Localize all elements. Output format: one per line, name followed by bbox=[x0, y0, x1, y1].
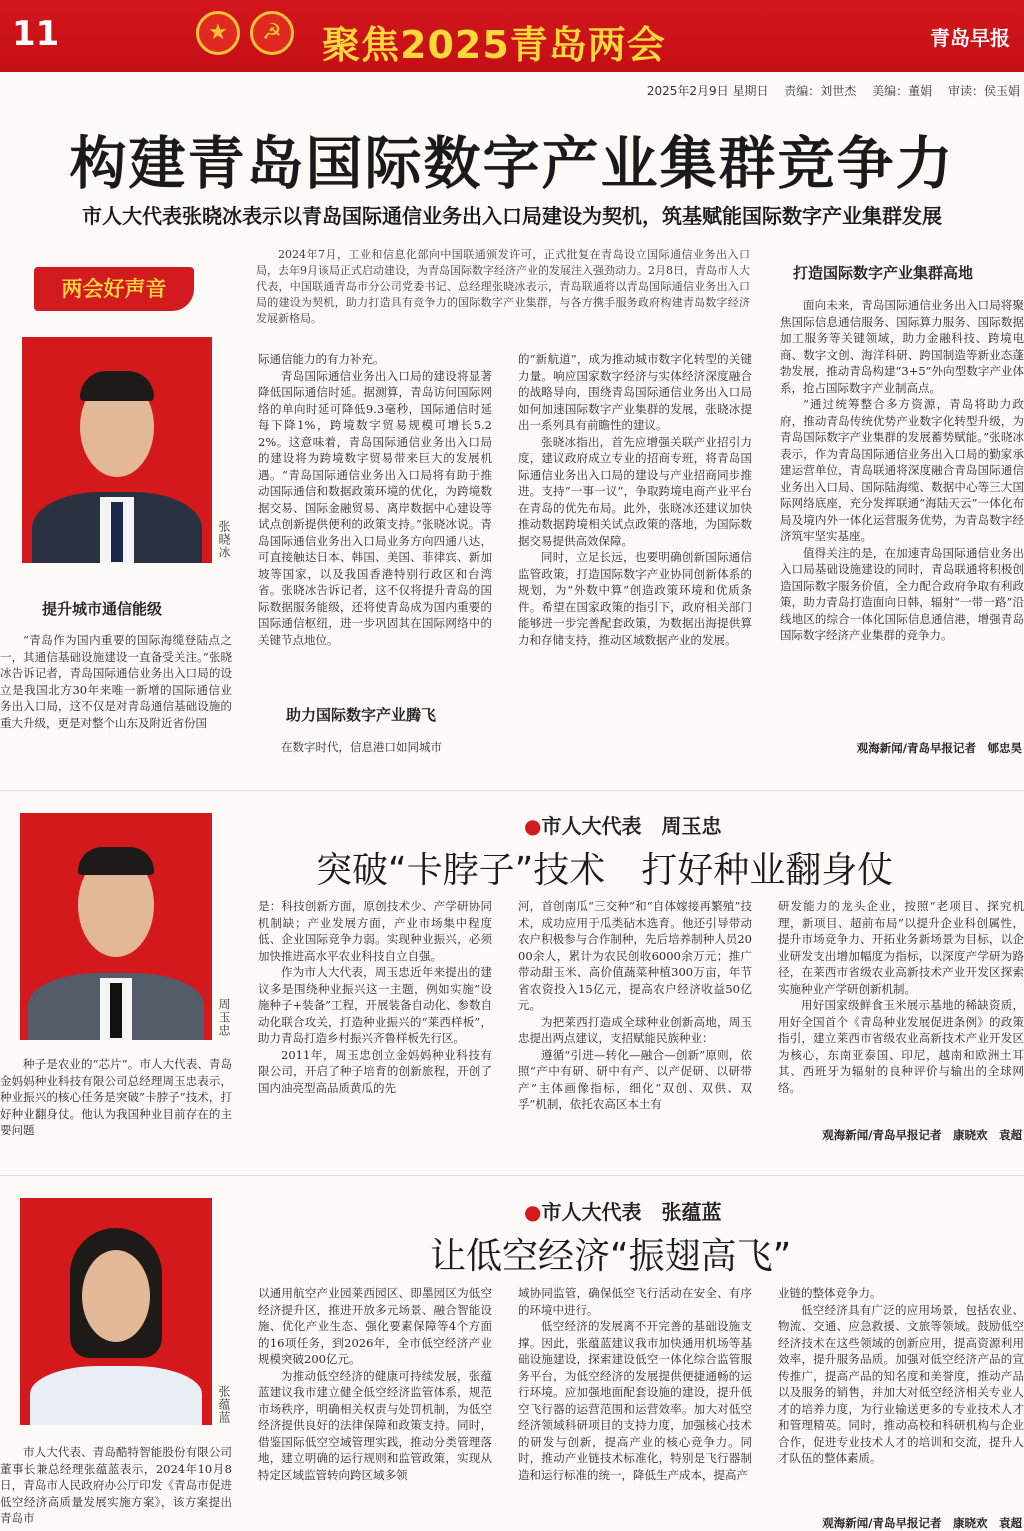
national-emblem-icon: ★ bbox=[196, 11, 240, 55]
article3-column-1: 市人大代表、青岛酷特智能股份有限公司董事长兼总经理张蕴蓝表示，2024年10月8日，青岛市人民政府办公厅印发《青岛市促进低空经济高质量发展实施方案》，该方案提出青岛市 bbox=[0, 1445, 232, 1525]
article1-column-1: “青岛作为国内重要的国际海缆登陆点之一，其通信基础设施建设一直备受关注。”张晓冰告诉记者，青岛国际通信业务出入口局的设立是我国北方30年来唯一新增的国际通信业务出入口局，这不仅是对青岛通信基础设施的重大升级，更是对整个山东及附近省份国 bbox=[0, 633, 232, 730]
article3-headline: 让低空经济“振翅高飞” bbox=[430, 1236, 792, 1277]
article3-byline: 观海新闻/青岛早报记者 康晓欢 袁超 bbox=[822, 1516, 1022, 1530]
portrait-caption: 周玉忠 bbox=[217, 998, 231, 1037]
article3-rep-label: ●市人大代表 张蕴蓝 bbox=[524, 1200, 722, 1224]
portrait-zhang-xiaobing bbox=[22, 337, 212, 563]
main-headline: 构建青岛国际数字产业集群竞争力 bbox=[69, 131, 955, 197]
lead-paragraph: 2024年7月，工业和信息化部向中国联通颁发许可，正式批复在青岛设立国际通信业务出入口局，去年9月该局正式启动建设，为青岛国际数字经济产业的发展注入强劲动力。2月8日，青岛市人大代表，中国联通青岛市分公司党委书记、总经理张晓冰表示，青岛联通将以青岛国际通信业务出入口局的建设为契机，助力打造具有竞争力的国际数字产业集群，与各方携手服务政府构建青岛数字经济发展新格局。 bbox=[256, 248, 750, 325]
main-subheadline: 市人大代表张晓冰表示以青岛国际通信业务出入口局建设为契机，筑基赋能国际数字产业集群发展 bbox=[82, 204, 942, 228]
section-heading-3: 打造国际数字产业集群高地 bbox=[793, 264, 974, 282]
issue-date: 2025年2月9日 星期日 bbox=[646, 84, 769, 98]
article1-column-3: 的“新航道”，成为推动城市数字化转型的关键力量。响应国家数字经济与实体经济深度融合的战略导向，围绕青岛国际通信业务出入口局如何加速国际数字产业集群的发展，张晓冰提出一系列具有前瞻性的建议。 张晓冰指出，首先应增强关联产业招引力度，建议政府成立专业的招商专班，将青岛国际通信业务出入口局的建设与产业招商同步推进。支持“一事一议”，争取跨境电商产业平台在青岛的优先布局。此外，张晓冰还建议加快推动数据跨境相关试点政策的落地，为国际数据交易提供高效保障。 同时，立足长远，也要明确创新国际通信监管政策，打造国际数字产业协同创新体系的规划，为“外数中算”创造政策环境和优质条件。希望在国家政策的指引下，政府相关部门能够进一步完善配套政策，为数据出海提供算力和存储支持，推动区域数据产业的发展。 bbox=[518, 352, 752, 647]
portrait-zhang-yunlan bbox=[20, 1198, 212, 1425]
editor-credit: 责编：刘世杰 bbox=[784, 84, 857, 98]
party-emblem-icon: ☭ bbox=[250, 11, 294, 55]
page-meta bbox=[635, 82, 1020, 99]
article2-column-2: 是：科技创新方面，原创技术少、产学研协同机制缺；产业发展方面，产业市场集中程度低、企业国际竞争力弱。实现种业振兴，必须加快推进高水平农业科技自立自强。 作为市人大代表，周玉忠近年来提出的建议多是围绕种业振兴这一主题，例如实施“设施种子+装备”工程，开展装备自动化、参数自动化联合攻关，打造种业振兴的“莱西样板”，助力青岛打造乡村振兴齐鲁样板先行区。 2011年，周玉忠创立金妈妈种业科技有限公司，开启了种子培育的创新旅程，开创了国内油亮型高品质黄瓜的先 bbox=[258, 899, 492, 1095]
banner-title: 聚焦2025青岛两会 bbox=[322, 23, 666, 67]
article3-column-2: 以通用航空产业园莱西园区、即墨园区为低空经济提升区，推进开放多元场景、融合智能设施、优化产业生态、强化要素保障等4个方面的16项任务，到2026年，全市低空经济产业规模突破200亿元。 为推动低空经济的健康可持续发展，张蕴蓝建议我市建立健全低空经济监管体系，规范市场秩序，明确相关权责与处罚机制，为低空经济提供良好的法律保障和政策支持。同时，借鉴国际低空空域管理实践，推动分类管理落地，建立明确的运行规则和监管政策，实现从特定区域监管转向跨区域多领 bbox=[258, 1286, 492, 1482]
article2-rep-label: ●市人大代表 周玉忠 bbox=[524, 814, 722, 838]
page-number: 11 bbox=[12, 14, 60, 54]
article1-column-4: 面向未来，青岛国际通信业务出入口局将聚焦国际信息通信服务、国际算力服务、国际数据加工服务等关键领域，助力金融科技、跨境电商、数字文创、海洋科研、跨国制造等新业态蓬勃发展，推动青岛构建“3+5”外向型数字产业体系，抢占国际数字产业制高点。 “通过统筹整合多方资源，青岛将助力政府，推动青岛传统优势产业数字化转型升级，为青岛国际数字产业集群的发展蓄势赋能。”张晓冰表示，作为青岛国际通信业务出入口局的勤家承建运营单位，青岛联通将深度融合青岛国际通信业务出入口局、国际陆海缆、数据中心等三大国际网络底座，充分发挥联通“海陆天云”一体化布局及境内外一体化运营服务优势，为青岛数字经济筑牢坚实基座。 值得关注的是，在加速青岛国际通信业务出入口局基础设施建设的同时，青岛联通将积极创造国际数字服务价值，全力配合政府争取有利政策，助力青岛打造面向日韩，辐射“一带一路”沿线地区的综合一体化国际信息通信港，增强青岛国际数字经济产业集群的竞争力。 bbox=[780, 298, 1024, 642]
article-divider bbox=[0, 1175, 1024, 1176]
portrait-caption: 张晓冰 bbox=[217, 520, 231, 559]
article2-headline: 突破“卡脖子”技术 打好种业翻身仗 bbox=[316, 850, 894, 891]
article2-column-3: 河，首创南瓜“三交种”和“自体嫁接再繁殖”技术，成功应用于瓜类砧木选育。他还引导带动农户积极参与合作制种，先后培养制种人员2000余人，累计为农民创收6000余万元；推广带动甜玉米、高价值蔬菜种植300万亩，年节省农资投入15亿元，提高农户经济收益50亿元。 为把莱西打造成全球种业创新高地，周玉忠提出两点建议，支招赋能民族种业： 遵循“引进—转化—融合—创新”原则，依照“产中有研、研中有产、以产促研、以研带产”主体画像指标，细化“双创、双供、双孚”机制，依托农高区本土有 bbox=[518, 899, 752, 1111]
article2-column-1: 种子是农业的“芯片”。市人大代表、青岛金妈妈种业科技有限公司总经理周玉忠表示，种业振兴的核心任务是突破“卡脖子”技术，打好种业翻身仗。他认为我国种业目前存在的主要问题 bbox=[0, 1057, 232, 1137]
article3-column-4: 业链的整体竞争力。 低空经济具有广泛的应用场景，包括农业、物流、交通、应急救援、文旅等领域。鼓励低空经济技术在这些领域的创新应用，提高资源利用效率，提升服务品质。加强对低空经济产品的宣传推广，提高产品的知名度和美誉度，推动产品以及服务的销售，并加大对低空经济相关专业人才的培养力度，为行业输送更多的专业技术人才和管理精英。同时，推动高校和科研机构与企业合作，促进专业技术人才的培训和交流，提升人才队伍的整体素质。 bbox=[778, 1286, 1024, 1465]
portrait-caption: 张蕴蓝 bbox=[217, 1385, 231, 1424]
article1-column-2: 际通信能力的有力补充。 青岛国际通信业务出入口局的建设将显著降低国际通信时延。据测算，青岛访问国际网络的单向时延可降低9.3毫秒，国际通信时延每下降1%，跨境数字贸易规模可增长5.22%。这意味着，青岛国际通信业务出入口局的建设将为跨境数字贸易带来巨大的发展机遇。“青岛国际通信业务出入口局将有助于推动国际通信和数据政策环境的优化，为跨境数据交易、国际金融贸易、离岸数据中心建设等试点创新提供便利的政策支持。”张晓冰说。青岛国际通信业务出入口局业务方向四通八达，可直接触达日本、韩国、美国、菲律宾、新加坡等国家，以及我国香港特别行政区和台湾省。张晓冰告诉记者，这不仅将提升青岛的国际数据服务能级，还将使青岛成为国内重要的国际通信枢纽，进一步巩固其在国际网络中的关键节点地位。 bbox=[258, 352, 492, 647]
article1-column-2-end: 在数字时代，信息港口如同城市 bbox=[281, 740, 442, 754]
article3-column-3: 域协同监管，确保低空飞行活动在安全、有序的环境中进行。 低空经济的发展离不开完善的基础设施支撑。因此，张蕴蓝建议我市加快通用机场等基础设施建设，探索建设低空一体化综合监管服务平台，为低空经济的发展提供便捷通畅的运行环境。应加强地面配套设施的建设，提升低空飞行器的运营范围和运营效率。加大对低空经济领域科研项目的支持力度，加强核心技术的研发与创新，提高产业的核心竞争力。同时，推动产业链技术标准化，特别是飞行器制造和运行标准的统一，降低生产成本，提高产 bbox=[518, 1286, 752, 1482]
portrait-zhou-yuzhong bbox=[20, 813, 212, 1040]
article-divider bbox=[0, 790, 1024, 791]
article1-byline: 观海新闻/青岛早报记者 郇忠昊 bbox=[856, 741, 1022, 755]
section-heading-2: 助力国际数字产业腾飞 bbox=[286, 706, 437, 724]
designer-credit: 美编：董娟 bbox=[872, 84, 933, 98]
section-tag: 两会好声音 bbox=[34, 267, 194, 311]
section-heading-1: 提升城市通信能级 bbox=[42, 600, 163, 618]
newspaper-logo[interactable]: 青岛早报 bbox=[930, 26, 1010, 50]
top-banner bbox=[0, 0, 1024, 72]
article2-column-4: 研发能力的龙头企业，按照“老项目、探究机理，新项目、超前布局”以提升企业科创属性，提升市场竞争力、开拓业务新场景为目标，以企业研发支出增加幅度为指标，以深度产学研为路径，在莱西市省级农业高新技术产业开发区探索实施种业产学研创新机制。 用好国家级鲜食玉米展示基地的稀缺资质，用好全国首个《青岛种业发展促进条例》的政策指引，建立莱西市省级农业高新技术产业开发区为核心，东南亚泰国、印尼，越南和欧洲土耳其、西班牙为辐射的良种评价与输出的全球网络。 bbox=[778, 899, 1024, 1095]
article2-byline: 观海新闻/青岛早报记者 康晓欢 袁超 bbox=[822, 1128, 1022, 1142]
proofreader-credit: 审读：侯玉娟 bbox=[947, 84, 1020, 98]
